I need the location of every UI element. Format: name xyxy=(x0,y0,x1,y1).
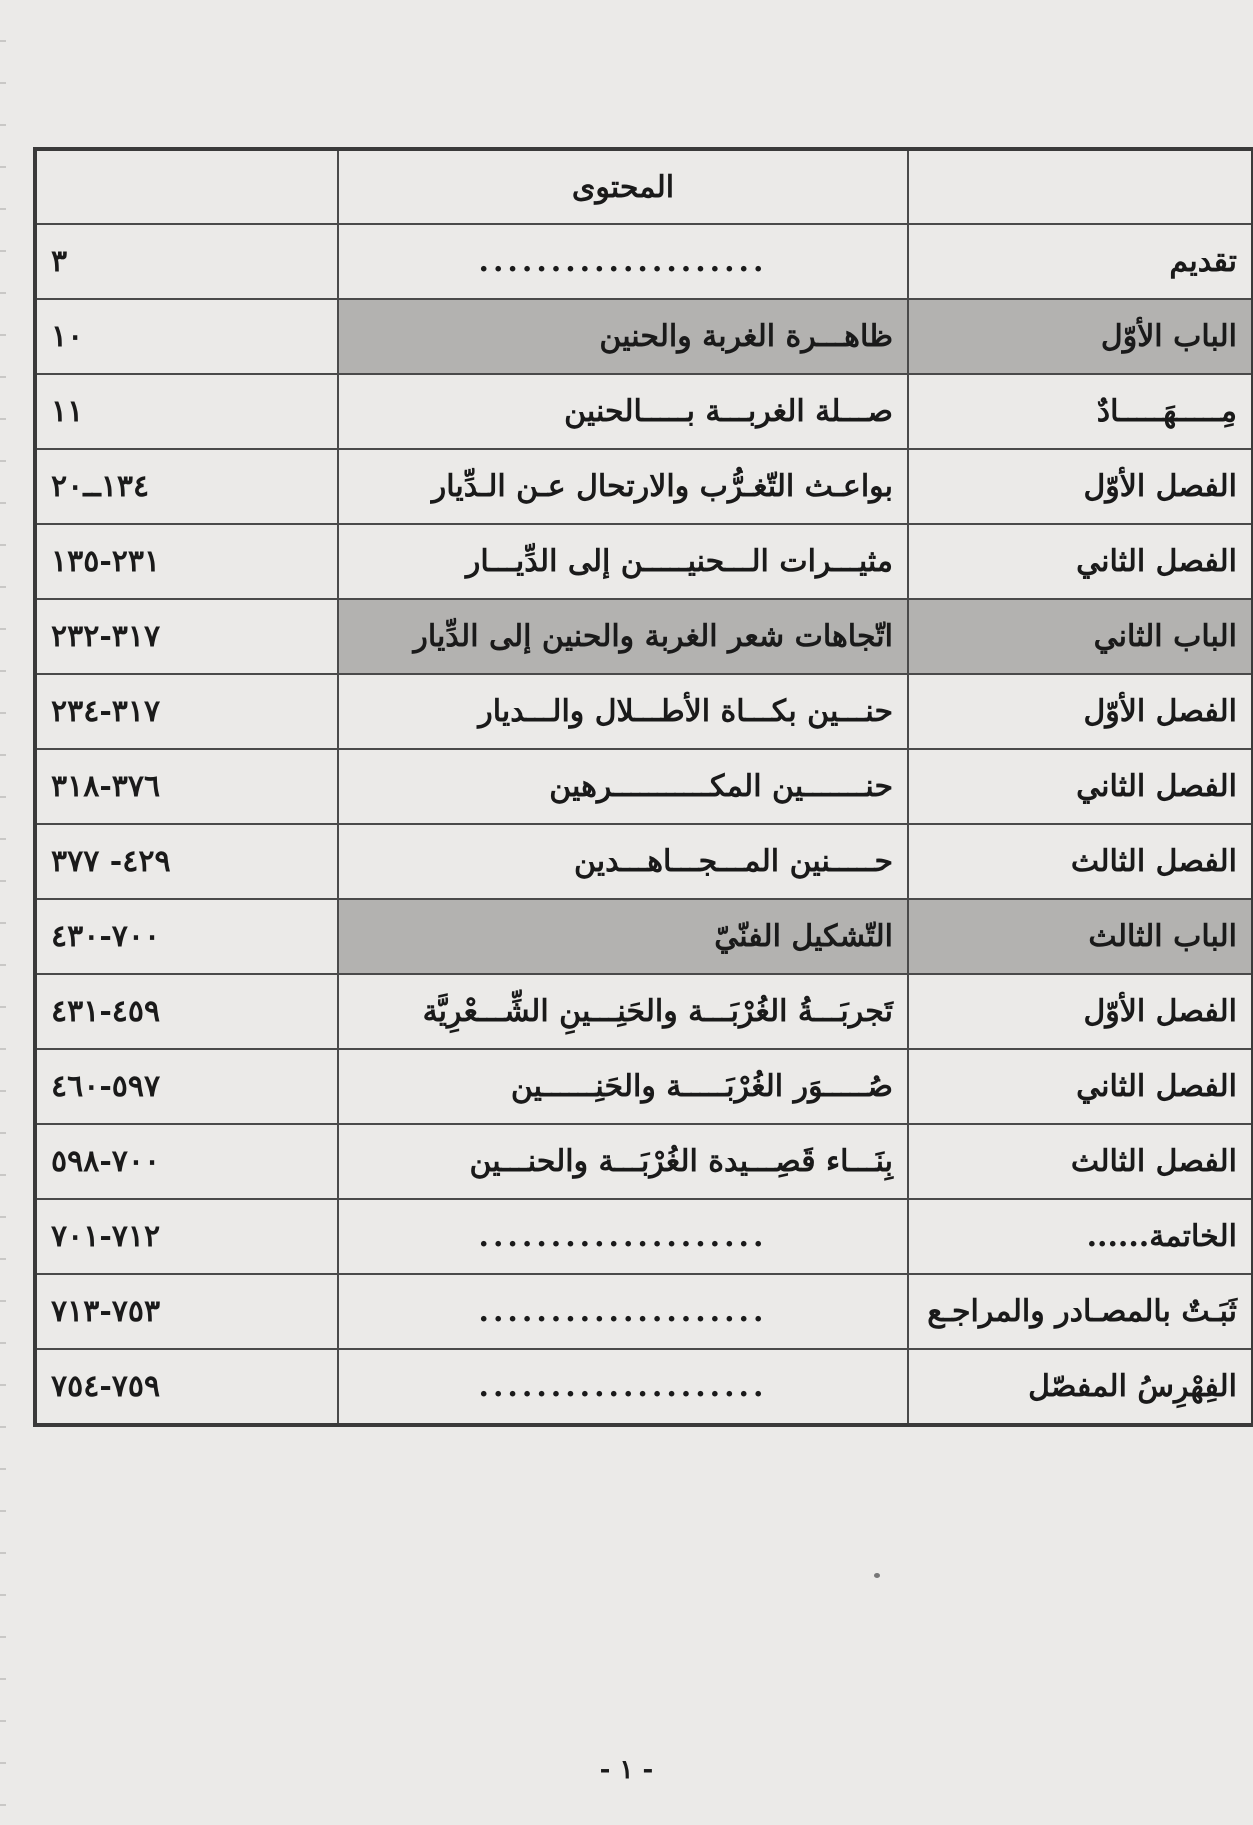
dotted-leader: .................... xyxy=(338,1274,908,1349)
header-row xyxy=(35,149,1253,224)
page-range: ٧١٢-٧٠١ xyxy=(35,1199,338,1274)
table-row xyxy=(35,824,1253,899)
section-label: الباب الثاني xyxy=(908,599,1253,674)
section-label: الفصل الثالث xyxy=(908,824,1253,899)
table-row xyxy=(35,974,1253,1049)
page-range: ٧٠٠-٥٩٨ xyxy=(35,1124,338,1199)
chapter-title: مثيـــرات الـــحنيـــــن إلى الدِّيـــار xyxy=(338,524,908,599)
dotted-leader: .................... xyxy=(338,224,908,299)
scan-speck xyxy=(874,1573,880,1578)
chapter-title: ظاهـــرة الغربة والحنين xyxy=(338,299,908,374)
dotted-leader: .................... xyxy=(338,1349,908,1425)
section-label: الفصل الثاني xyxy=(908,1049,1253,1124)
chapter-title: اتّجاهات شعر الغربة والحنين إلى الدِّيار xyxy=(338,599,908,674)
header-pages-cell xyxy=(35,149,338,224)
chapter-title: حنـــين بكـــاة الأطـــلال والـــديار xyxy=(338,674,908,749)
page-range: ٧٥٩-٧٥٤ xyxy=(35,1349,338,1425)
section-label: الفصل الأوّل xyxy=(908,674,1253,749)
section-label: الفصل الثالث xyxy=(908,1124,1253,1199)
chapter-title: حنـــــــين المكـــــــــــرهين xyxy=(338,749,908,824)
table-row xyxy=(35,299,1253,374)
section-label: الفِهْرِسُ المفصّل xyxy=(908,1349,1253,1425)
section-label: الباب الثالث xyxy=(908,899,1253,974)
page-range: ١٠ xyxy=(35,299,338,374)
chapter-title: التّشكيل الفنّيّ xyxy=(338,899,908,974)
section-label: الفصل الأوّل xyxy=(908,449,1253,524)
page-range: ١٣٤ــ٢٠ xyxy=(35,449,338,524)
section-label: مِـــــهَـــــادٌ xyxy=(908,374,1253,449)
page-number: - ١ - xyxy=(599,1755,654,1785)
page-range: ٥٩٧-٤٦٠ xyxy=(35,1049,338,1124)
page-range: ٣١٧-٢٣٢ xyxy=(35,599,338,674)
table-row xyxy=(35,749,1253,824)
table-row xyxy=(35,599,1253,674)
page-range: ٤٢٩- ٣٧٧ xyxy=(35,824,338,899)
chapter-title: بِنَـــاء قَصِـــيدة الغُرْبَـــة والحنـــين xyxy=(338,1124,908,1199)
page-range: ٤٥٩-٤٣١ xyxy=(35,974,338,1049)
table-row xyxy=(35,524,1253,599)
page-range: ٣٧٦-٣١٨ xyxy=(35,749,338,824)
section-label: ثَبَـتٌ بالمصـادر والمراجـع xyxy=(908,1274,1253,1349)
table-row xyxy=(35,1049,1253,1124)
table-row xyxy=(35,1199,1253,1274)
table-of-contents xyxy=(33,147,1251,1427)
toc-table xyxy=(33,147,1253,1427)
table-row xyxy=(35,674,1253,749)
table-row xyxy=(35,449,1253,524)
page-range: ٣ xyxy=(35,224,338,299)
page-range: ٣١٧-٢٣٤ xyxy=(35,674,338,749)
page-range: ١١ xyxy=(35,374,338,449)
table-row xyxy=(35,899,1253,974)
section-label: الفصل الثاني xyxy=(908,524,1253,599)
table-row xyxy=(35,1274,1253,1349)
table-row xyxy=(35,224,1253,299)
page-range: ٢٣١-١٣٥ xyxy=(35,524,338,599)
section-label: تقديم xyxy=(908,224,1253,299)
chapter-title: حـــــنين المـــجـــاهـــدين xyxy=(338,824,908,899)
table-row xyxy=(35,1124,1253,1199)
page-range: ٧٥٣-٧١٣ xyxy=(35,1274,338,1349)
section-label: الخاتمة...... xyxy=(908,1199,1253,1274)
chapter-title: صـــلة الغربـــة بـــــالحنين xyxy=(338,374,908,449)
section-label: الفصل الأوّل xyxy=(908,974,1253,1049)
section-label: الفصل الثاني xyxy=(908,749,1253,824)
scan-edge xyxy=(0,0,6,1825)
section-label: الباب الأوّل xyxy=(908,299,1253,374)
chapter-title: تَجربَـــةُ الغُرْبَـــة والحَنِـــينِ الشِّـــعْرِيَّة xyxy=(338,974,908,1049)
page-range: ٧٠٠-٤٣٠ xyxy=(35,899,338,974)
header-section-cell xyxy=(908,149,1253,224)
chapter-title: بواعـث التّغـرُّب والارتحال عـن الـدِّيار xyxy=(338,449,908,524)
dotted-leader: .................... xyxy=(338,1199,908,1274)
header-title: المحتوى xyxy=(338,149,908,224)
table-row xyxy=(35,1349,1253,1425)
chapter-title: صُـــــوَر الغُرْبَـــــة والحَنِــــــين xyxy=(338,1049,908,1124)
table-row xyxy=(35,374,1253,449)
